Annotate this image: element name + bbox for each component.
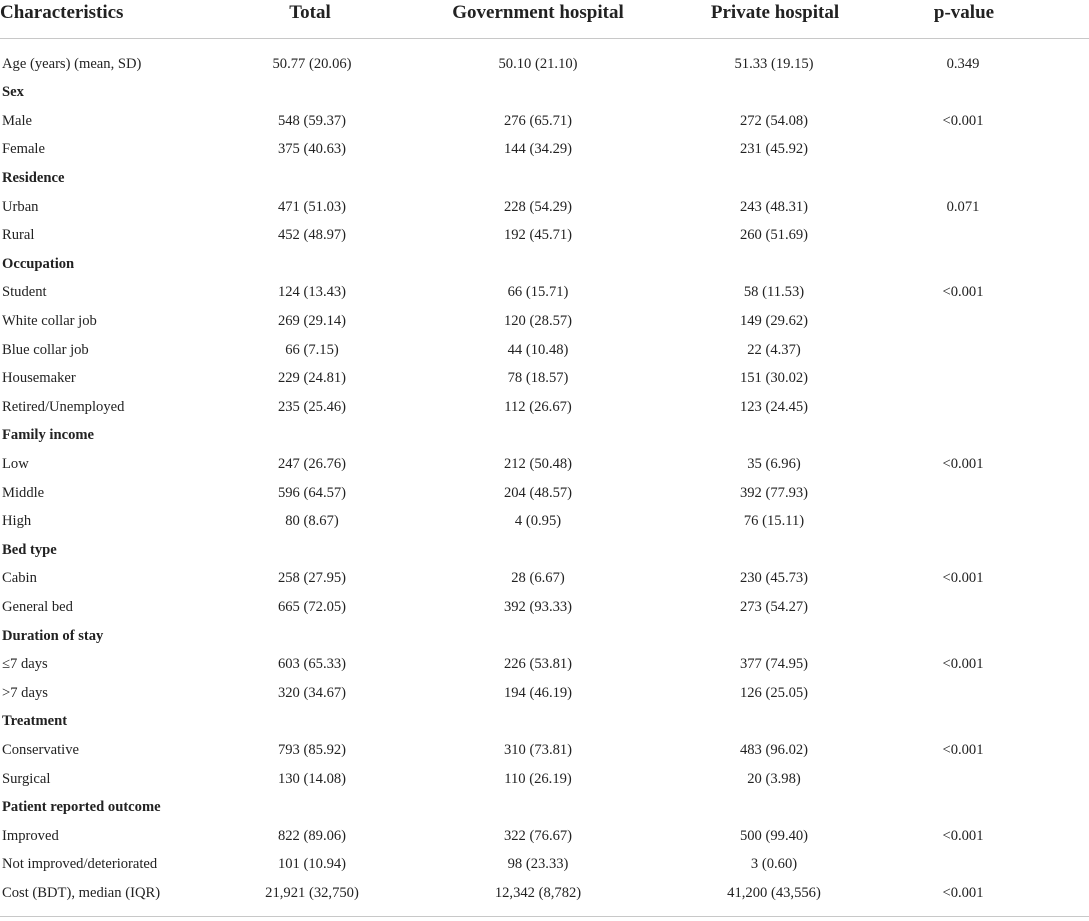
bottom-divider bbox=[0, 916, 1089, 917]
table-row bbox=[0, 364, 1089, 393]
table-row bbox=[0, 193, 1089, 222]
table-row bbox=[0, 107, 1089, 136]
cell-government: 98 (23.33) bbox=[507, 856, 569, 873]
cell-private: 243 (48.31) bbox=[739, 198, 809, 215]
cell-total: 229 (24.81) bbox=[277, 370, 347, 387]
cell-private: 51.33 (19.15) bbox=[734, 55, 814, 72]
cell-characteristic: Housemaker bbox=[2, 370, 76, 387]
cell-private: 231 (45.92) bbox=[739, 141, 809, 158]
section-heading-row bbox=[0, 164, 1089, 193]
cell-characteristic: Not improved/deteriorated bbox=[2, 856, 158, 873]
section-heading: Residence bbox=[2, 169, 65, 186]
cell-p-value: <0.001 bbox=[942, 455, 984, 472]
cell-p-value: <0.001 bbox=[942, 656, 984, 673]
cell-private: 3 (0.60) bbox=[750, 856, 798, 873]
section-heading-row bbox=[0, 250, 1089, 279]
cell-private: 260 (51.69) bbox=[739, 227, 809, 244]
table-row bbox=[0, 336, 1089, 365]
cell-characteristic: Rural bbox=[2, 227, 35, 244]
cell-total: 66 (7.15) bbox=[285, 341, 339, 358]
table-row bbox=[0, 650, 1089, 679]
table-row bbox=[0, 593, 1089, 622]
cell-total: 101 (10.94) bbox=[277, 856, 347, 873]
cell-government: 392 (93.33) bbox=[503, 598, 573, 615]
cell-government: 112 (26.67) bbox=[504, 398, 572, 415]
section-heading: Bed type bbox=[2, 541, 57, 558]
cell-total: 665 (72.05) bbox=[277, 598, 347, 615]
table-row bbox=[0, 850, 1089, 879]
cell-p-value: <0.001 bbox=[942, 284, 984, 301]
cell-characteristic: Cabin bbox=[2, 570, 37, 587]
cell-total: 603 (65.33) bbox=[277, 656, 347, 673]
section-heading-row bbox=[0, 536, 1089, 565]
cell-private: 35 (6.96) bbox=[747, 455, 801, 472]
cell-government: 50.10 (21.10) bbox=[498, 55, 578, 72]
section-heading: Family income bbox=[2, 427, 95, 444]
cell-private: 123 (24.45) bbox=[739, 398, 809, 415]
cell-government: 212 (50.48) bbox=[503, 455, 573, 472]
header-government-hospital: Government hospital bbox=[452, 2, 624, 23]
cell-characteristic: Female bbox=[2, 141, 45, 158]
cell-total: 130 (14.08) bbox=[277, 770, 347, 787]
table-row bbox=[0, 393, 1089, 422]
section-heading: Treatment bbox=[2, 713, 68, 730]
cell-government: 276 (65.71) bbox=[503, 112, 573, 129]
cell-total: 471 (51.03) bbox=[277, 198, 347, 215]
cell-government: 228 (54.29) bbox=[503, 198, 573, 215]
cell-p-value: <0.001 bbox=[942, 741, 984, 758]
section-heading-row bbox=[0, 622, 1089, 651]
cell-government: 44 (10.48) bbox=[507, 341, 569, 358]
cell-total: 235 (25.46) bbox=[277, 398, 347, 415]
cell-private: 500 (99.40) bbox=[739, 827, 809, 844]
table-row bbox=[0, 736, 1089, 765]
cell-characteristic: Male bbox=[2, 112, 32, 129]
cell-p-value: 0.349 bbox=[946, 55, 980, 72]
cell-private: 273 (54.27) bbox=[739, 598, 809, 615]
table-row bbox=[0, 50, 1089, 79]
cell-private: 377 (74.95) bbox=[739, 656, 809, 673]
table-row bbox=[0, 507, 1089, 536]
cell-characteristic: ≤7 days bbox=[2, 656, 48, 673]
cell-total: 21,921 (32,750) bbox=[265, 884, 359, 901]
header-private-hospital: Private hospital bbox=[710, 2, 840, 23]
cell-characteristic: White collar job bbox=[2, 312, 97, 329]
table-header-row bbox=[0, 0, 1089, 38]
cell-private: 126 (25.05) bbox=[739, 684, 809, 701]
cell-government: 66 (15.71) bbox=[507, 284, 569, 301]
cell-total: 320 (34.67) bbox=[277, 684, 347, 701]
table-row bbox=[0, 479, 1089, 508]
cell-p-value: 0.071 bbox=[946, 198, 980, 215]
section-heading: Occupation bbox=[2, 255, 75, 272]
cell-total: 452 (48.97) bbox=[277, 227, 347, 244]
section-heading-row bbox=[0, 793, 1089, 822]
table-row bbox=[0, 307, 1089, 336]
section-heading-row bbox=[0, 707, 1089, 736]
cell-characteristic: Cost (BDT), median (IQR) bbox=[2, 884, 161, 901]
cell-total: 596 (64.57) bbox=[277, 484, 347, 501]
cell-private: 483 (96.02) bbox=[739, 741, 809, 758]
cell-government: 78 (18.57) bbox=[507, 370, 569, 387]
cell-characteristic: Surgical bbox=[2, 770, 51, 787]
cell-total: 50.77 (20.06) bbox=[272, 55, 352, 72]
cell-total: 80 (8.67) bbox=[285, 513, 339, 530]
cell-private: 41,200 (43,556) bbox=[727, 884, 821, 901]
table-row bbox=[0, 450, 1089, 479]
cell-total: 124 (13.43) bbox=[277, 284, 347, 301]
cell-characteristic: Urban bbox=[2, 198, 39, 215]
cell-private: 20 (3.98) bbox=[747, 770, 801, 787]
section-heading-row bbox=[0, 421, 1089, 450]
cell-government: 322 (76.67) bbox=[503, 827, 573, 844]
cell-government: 192 (45.71) bbox=[503, 227, 573, 244]
cell-characteristic: Age (years) (mean, SD) bbox=[2, 55, 142, 72]
cell-total: 793 (85.92) bbox=[277, 741, 347, 758]
section-heading: Patient reported outcome bbox=[2, 799, 161, 816]
header-divider bbox=[0, 38, 1089, 39]
cell-private: 58 (11.53) bbox=[743, 284, 805, 301]
cell-characteristic: General bed bbox=[2, 598, 73, 615]
cell-p-value: <0.001 bbox=[942, 827, 984, 844]
table-row bbox=[0, 822, 1089, 851]
table-row bbox=[0, 765, 1089, 794]
cell-characteristic: >7 days bbox=[2, 684, 48, 701]
cell-government: 120 (28.57) bbox=[503, 312, 573, 329]
header-characteristics: Characteristics bbox=[0, 2, 124, 23]
cell-total: 822 (89.06) bbox=[277, 827, 347, 844]
cell-government: 144 (34.29) bbox=[503, 141, 573, 158]
cell-characteristic: Middle bbox=[2, 484, 45, 501]
cell-government: 310 (73.81) bbox=[503, 741, 573, 758]
cell-total: 548 (59.37) bbox=[277, 112, 347, 129]
cell-p-value: <0.001 bbox=[942, 884, 984, 901]
cell-total: 269 (29.14) bbox=[277, 312, 347, 329]
section-heading: Sex bbox=[2, 84, 24, 101]
cell-private: 22 (4.37) bbox=[747, 341, 801, 358]
cell-private: 230 (45.73) bbox=[739, 570, 809, 587]
cell-government: 204 (48.57) bbox=[503, 484, 573, 501]
cell-p-value: <0.001 bbox=[942, 112, 984, 129]
table-row bbox=[0, 221, 1089, 250]
header-total: Total bbox=[289, 2, 331, 23]
cell-characteristic: Improved bbox=[2, 827, 59, 844]
section-heading-row bbox=[0, 78, 1089, 107]
cell-government: 226 (53.81) bbox=[503, 656, 573, 673]
cell-government: 194 (46.19) bbox=[503, 684, 573, 701]
cell-total: 258 (27.95) bbox=[277, 570, 347, 587]
table-row bbox=[0, 135, 1089, 164]
cell-government: 110 (26.19) bbox=[504, 770, 572, 787]
cell-p-value: <0.001 bbox=[942, 570, 984, 587]
cell-characteristic: Conservative bbox=[2, 741, 80, 758]
cell-private: 392 (77.93) bbox=[739, 484, 809, 501]
cell-private: 149 (29.62) bbox=[739, 312, 809, 329]
cell-government: 4 (0.95) bbox=[514, 513, 562, 530]
cell-private: 76 (15.11) bbox=[743, 513, 805, 530]
cell-characteristic: Student bbox=[2, 284, 47, 301]
cell-total: 375 (40.63) bbox=[277, 141, 347, 158]
cell-government: 12,342 (8,782) bbox=[494, 884, 582, 901]
cell-private: 151 (30.02) bbox=[739, 370, 809, 387]
cell-private: 272 (54.08) bbox=[739, 112, 809, 129]
table-row bbox=[0, 564, 1089, 593]
table-row bbox=[0, 679, 1089, 708]
cell-characteristic: Retired/Unemployed bbox=[2, 398, 125, 415]
cell-characteristic: High bbox=[2, 513, 32, 530]
header-p-value: p-value bbox=[933, 2, 995, 23]
cell-characteristic: Blue collar job bbox=[2, 341, 89, 358]
cell-total: 247 (26.76) bbox=[277, 455, 347, 472]
section-heading: Duration of stay bbox=[2, 627, 104, 644]
table-row bbox=[0, 278, 1089, 307]
table-row bbox=[0, 879, 1089, 908]
cell-government: 28 (6.67) bbox=[511, 570, 565, 587]
cell-characteristic: Low bbox=[2, 455, 29, 472]
